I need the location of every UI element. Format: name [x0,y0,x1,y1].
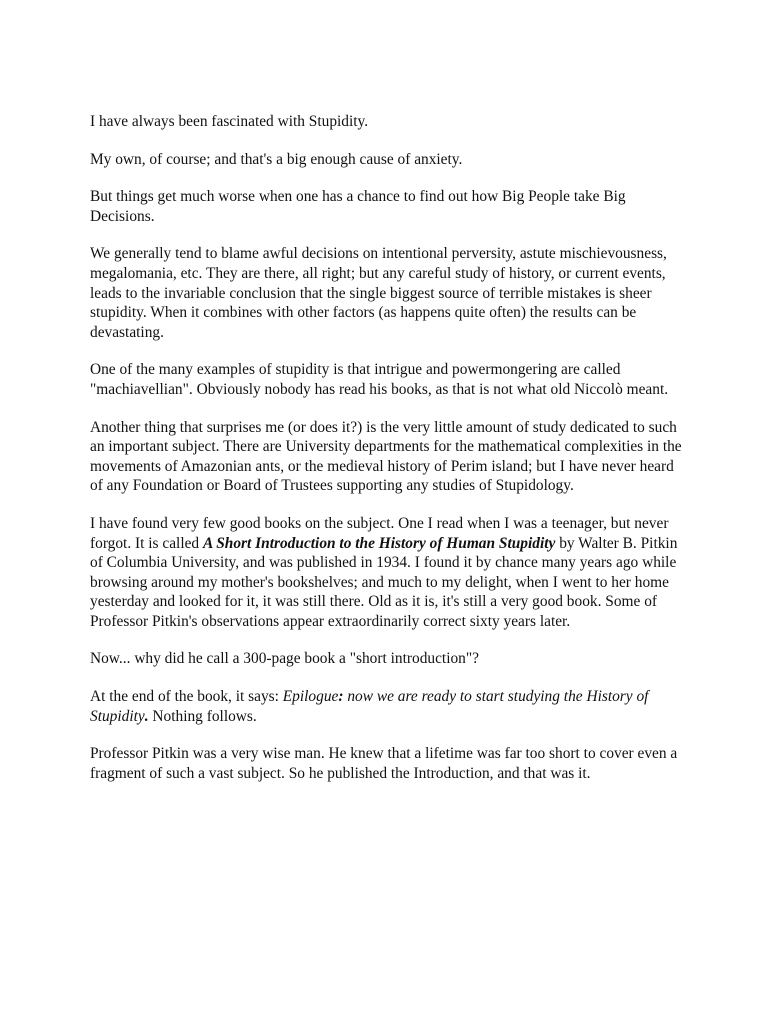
books-text-after: by Walter B. Pitkin of Columbia University, and was published in 1934. I found it by chance many years ago while browsing around my mother's bookshelves; and much to my delight, when I went to her home yesterday and looked for it, it was still there. Old as it is, it's still a very good book. Some of Professor Pitkin's observations appear extraordinarily correct sixty years later. [90,534,678,630]
paragraph-1: I have always been fascinated with Stupidity. [90,113,369,130]
paragraph-question: Now... why did he call a 300-page book a "short introduction"? [90,650,479,668]
paragraph-books [90,514,690,632]
epilogue-text-after: Nothing follows. [148,707,257,725]
epilogue-quote-colon: : [338,688,344,706]
book-title: A Short Introduction to the History of Human Stupidity [202,534,556,552]
paragraph-4: We generally tend to blame awful decisions on intentional perversity, astute mischievousness, megalomania, etc. They are there, all right; but any careful study of history, or current events, leads to the invariable conclusion that the single biggest source of terrible mistakes is sheer stupidity. When it combines with other factors (as happens quite often) the results can be devastating. [90,245,667,341]
paragraph-5: One of the many examples of stupidity is that intrigue and powermongering are called "machiavellian". Obviously nobody has read his books, as that is not what old Niccolò meant. [90,361,669,398]
paragraph-closing: Professor Pitkin was a very wise man. He knew that a lifetime was far too short to cover even a fragment of such a vast subject. So he published the Introduction, and that was it. [90,745,678,782]
epilogue-quote-start: Epilogue [282,688,339,706]
paragraph-epilogue [90,687,690,726]
epilogue-text-before: At the end of the book, it says: [90,688,283,706]
books-text-before: I have found very few good books on the subject. One I read when I was a teenager, but never forgot. It is called [90,514,669,552]
epilogue-quote-end: now we are ready to start studying the History of Stupidity [90,688,649,725]
paragraph-3: But things get much worse when one has a chance to find out how Big People take Big Decisions. [90,188,626,225]
document-body [90,112,690,801]
paragraph-6: Another thing that surprises me (or does it?) is the very little amount of study dedicated to such an important subject. There are University departments for the mathematical complexities in the movements of Amazonian ants, or the medieval history of Perim island; but I have never heard of any Foundation or Board of Trustees supporting any studies of Stupidology. [90,418,682,495]
epilogue-quote-period: . [144,707,149,725]
paragraph-2: My own, of course; and that's a big enough cause of anxiety. [90,150,463,168]
